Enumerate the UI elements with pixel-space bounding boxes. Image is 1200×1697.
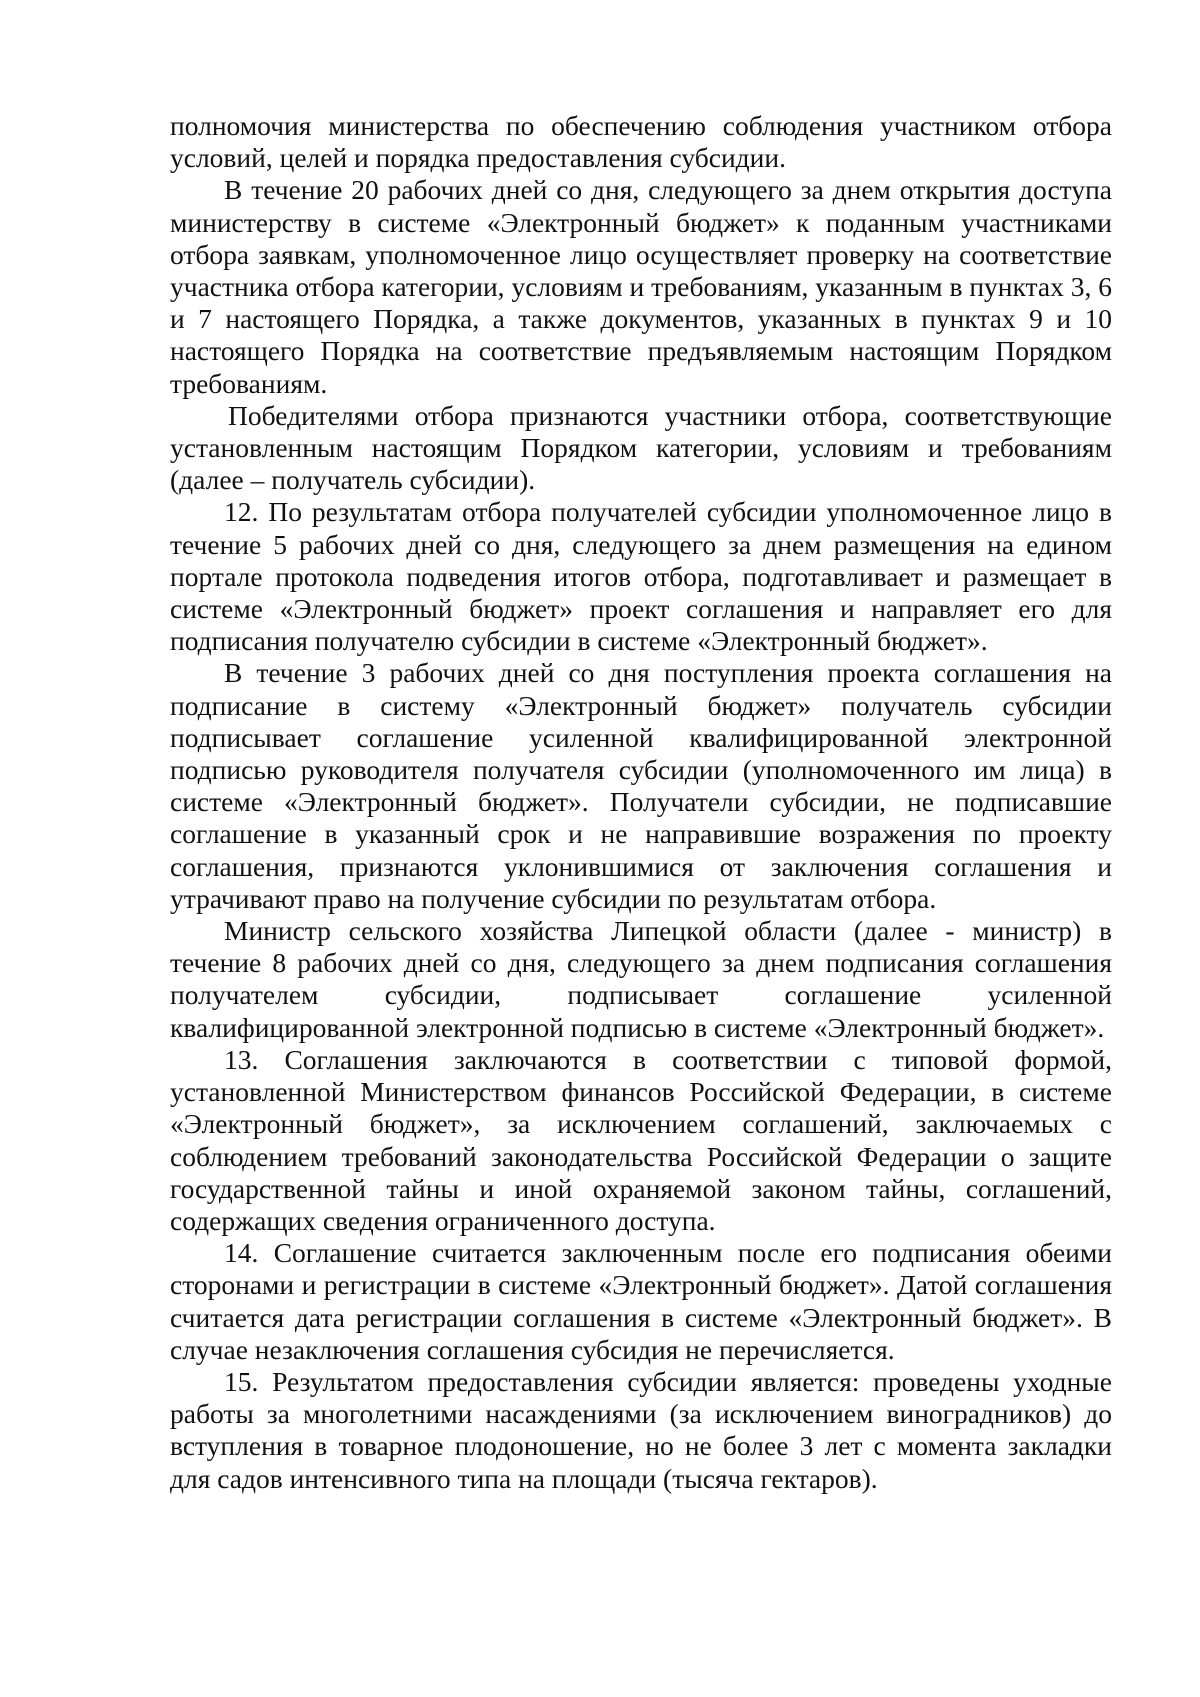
paragraph-item-14: 14. Соглашение считается заключенным после его подписания обеими сторонами и регистрации в системе «Электронный бюджет». Датой соглашения считается дата регистрации соглашения в системе «Электронный бюджет». В случае незаключения соглашения субсидия не перечисляется. [170, 1237, 1112, 1365]
paragraph-item-13: 13. Соглашения заключаются в соответствии с типовой формой, установленной Министерством финансов Российской Федерации, в системе «Электронный бюджет», за исключением соглашений, заключаемых с соблюдением требований законодательства Российской Федерации о защите государственной тайны и иной охраняемой законом тайны, соглашений, содержащих сведения ограниченного доступа. [170, 1043, 1112, 1236]
document-page [170, 110, 1112, 1495]
paragraph-verification: В течение 20 рабочих дней со дня, следующего за днем открытия доступа министерству в системе «Электронный бюджет» к поданным участниками отбора заявкам, уполномоченное лицо осуществляет проверку на соответствие участника отбора категории, условиям и требованиям, указанным в пунктах 3, 6 и 7 настоящего Порядка, а также документов, указанных в пунктах 9 и 10 настоящего Порядка на соответствие предъявляемым настоящим Порядком требованиям. [170, 174, 1112, 399]
paragraph-item-12: 12. По результатам отбора получателей субсидии уполномоченное лицо в течение 5 рабочих дней со дня, следующего за днем размещения на едином портале протокола подведения итогов отбора, подготавливает и размещает в системе «Электронный бюджет» проект соглашения и направляет его для подписания получателю субсидии в системе «Электронный бюджет». [170, 496, 1112, 657]
paragraph-continuation: полномочия министерства по обеспечению соблюдения участником отбора условий, целей и порядка предоставления субсидии. [170, 110, 1112, 174]
paragraph-item-15: 15. Результатом предоставления субсидии является: проведены уходные работы за многолетними насаждениями (за исключением виноградников) до вступления в товарное плодоношение, но не более 3 лет с момента закладки для садов интенсивного типа на площади (тысяча гектаров). [170, 1365, 1112, 1494]
paragraph-signing-recipient: В течение 3 рабочих дней со дня поступления проекта соглашения на подписание в систему «Электронный бюджет» получатель субсидии подписывает соглашение усиленной квалифицированной электронной подписью руководителя получателя субсидии (уполномоченного им лица) в системе «Электронный бюджет». Получатели субсидии, не подписавшие соглашение в указанный срок и не направившие возражения по проекту соглашения, признаются уклонившимися от заключения соглашения и утрачивают право на получение субсидии по результатам отбора. [170, 657, 1112, 914]
paragraph-signing-minister: Министр сельского хозяйства Липецкой области (далее - министр) в течение 8 рабочих дней со дня, следующего за днем подписания соглашения получателем субсидии, подписывает соглашение усиленной квалифицированной электронной подписью в системе «Электронный бюджет». [170, 915, 1112, 1043]
paragraph-winners: Победителями отбора признаются участники отбора, соответствующие установленным настоящим Порядком категории, условиям и требованиям (далее – получатель субсидии). [170, 399, 1112, 496]
